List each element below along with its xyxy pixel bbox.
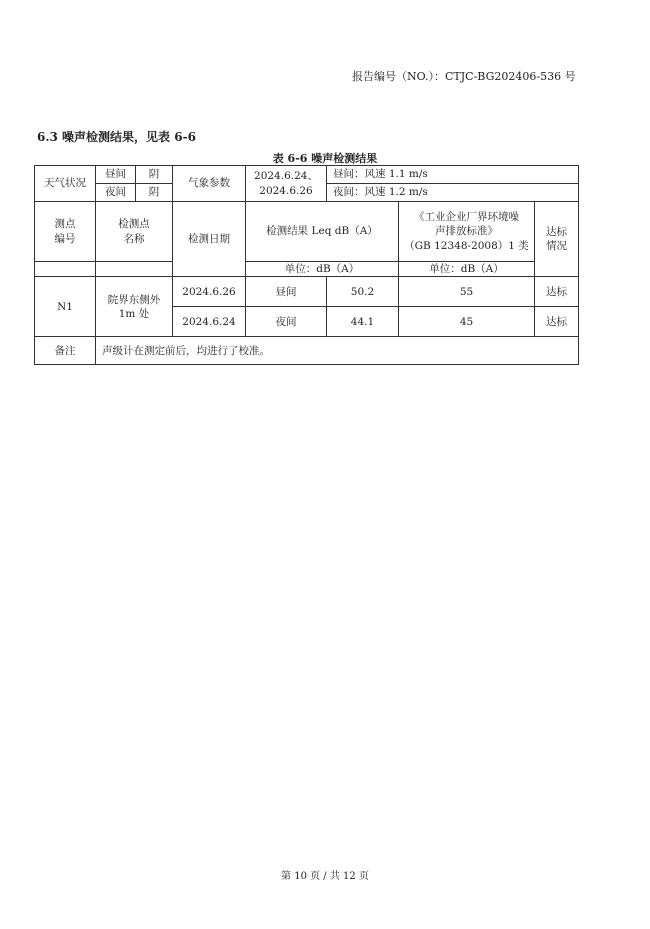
col-point-id — [35, 202, 96, 262]
point-name-line1: 院界东侧外 — [107, 293, 161, 306]
measurement-value: 50.2 — [327, 277, 399, 307]
remark-text: 声级计在测定前后，均进行了校准。 — [96, 337, 579, 365]
col-compliance-line1: 达标 — [546, 225, 567, 238]
col-point-id-line1: 测点 — [54, 218, 76, 231]
col-result: 检测结果 Leq dB（A） — [246, 202, 399, 262]
weather-period: 昼间 — [96, 166, 136, 184]
unit-row — [35, 262, 579, 277]
col-compliance-line2: 情况 — [546, 240, 567, 253]
page-footer: 第 10 页 / 共 12 页 — [281, 871, 369, 882]
col-date: 检测日期 — [173, 202, 246, 277]
col-standard-line2: 声排放标准》 — [435, 225, 498, 238]
point-id: N1 — [35, 277, 96, 337]
weather-label: 天气状况 — [35, 166, 96, 202]
col-point-name-line2: 名称 — [123, 232, 145, 245]
standard-unit: 单位：dB（A） — [399, 262, 535, 277]
measurement-limit: 55 — [399, 277, 535, 307]
section-title: 6.3 噪声检测结果，见表 6-6 — [37, 130, 196, 144]
wind-day: 昼间：风速 1.1 m/s — [327, 166, 579, 184]
report-number: 报告编号（NO.）：CTJC-BG202406-536 号 — [352, 70, 576, 83]
measurement-date: 2024.6.26 — [173, 277, 246, 307]
point-name-line2: 1m 处 — [118, 307, 150, 320]
remark-label: 备注 — [35, 337, 96, 365]
table-caption: 表 6-6 噪声检测结果 — [272, 152, 378, 165]
measurement-period: 昼间 — [246, 277, 327, 307]
col-standard — [399, 202, 535, 262]
col-compliance — [535, 202, 579, 277]
meteo-dates — [246, 166, 327, 202]
wind-night: 夜间：风速 1.2 m/s — [327, 184, 579, 202]
col-point-id-line2: 编号 — [54, 232, 76, 245]
table-row — [35, 277, 579, 307]
weather-condition: 阴 — [136, 166, 173, 184]
unit-empty-id — [35, 262, 96, 277]
measurement-limit: 45 — [399, 307, 535, 337]
noise-results-table — [34, 165, 579, 365]
meteo-date-1: 2024.6.24、 — [254, 170, 318, 183]
weather-condition: 阴 — [136, 184, 173, 202]
meteo-date-2: 2024.6.26 — [259, 184, 313, 197]
column-header-row — [35, 202, 579, 262]
measurement-period: 夜间 — [246, 307, 327, 337]
measurement-date: 2024.6.24 — [173, 307, 246, 337]
meteo-label: 气象参数 — [173, 166, 246, 202]
remark-row — [35, 337, 579, 365]
col-standard-line3: （GB 12348-2008）1 类 — [404, 239, 529, 252]
result-unit: 单位：dB（A） — [246, 262, 399, 277]
measurement-status: 达标 — [535, 307, 579, 337]
unit-empty-name — [96, 262, 173, 277]
col-point-name — [96, 202, 173, 262]
measurement-value: 44.1 — [327, 307, 399, 337]
measurement-status: 达标 — [535, 277, 579, 307]
weather-period: 夜间 — [96, 184, 136, 202]
col-standard-line1: 《工业企业厂界环境噪 — [414, 211, 519, 224]
point-name — [96, 277, 173, 337]
weather-row-day — [35, 166, 579, 184]
col-point-name-line1: 检测点 — [118, 218, 150, 231]
